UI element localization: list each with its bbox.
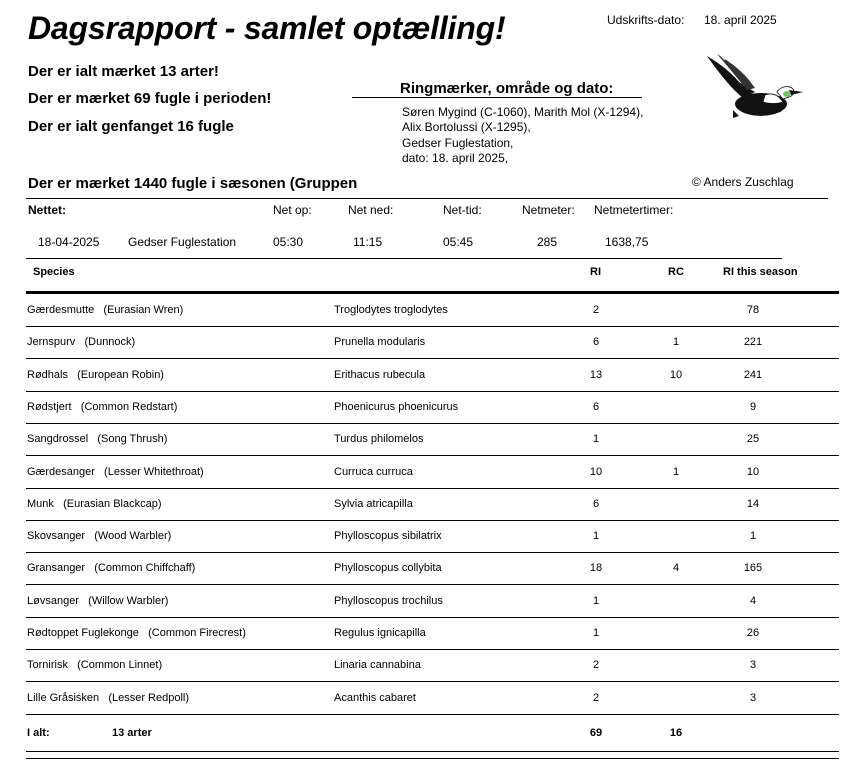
rc-count: 4 (672, 562, 680, 575)
table-row (26, 326, 839, 359)
english-name: (Common Linnet) (77, 659, 163, 672)
total-rc: 16 (669, 727, 683, 739)
print-date-label: Udskrifts-dato: (607, 13, 685, 27)
rc-count: 1 (672, 465, 680, 478)
latin-name: Troglodytes troglodytes (334, 304, 448, 316)
latin-name: Phylloscopus collybita (334, 562, 442, 575)
net-down-value: 11:15 (353, 235, 383, 249)
net-place: Gedser Fuglestation (128, 235, 237, 249)
english-name: (Song Thrush) (97, 433, 168, 446)
latin-name: Regulus ignicapilla (334, 627, 426, 639)
net-meters-value: 285 (537, 235, 558, 249)
net-time-label: Net-tid: (443, 203, 482, 217)
species-name (27, 336, 135, 348)
english-name: (Lesser Redpoll) (108, 691, 190, 704)
summary-species-count: Der er ialt mærket 13 arter! (28, 63, 219, 80)
danish-name: Rødstjert (27, 400, 72, 413)
ri-count: 1 (592, 433, 600, 446)
net-label: Nettet: (28, 203, 66, 217)
table-row (26, 617, 839, 650)
season-count: 78 (746, 304, 760, 316)
season-count: 14 (746, 497, 760, 510)
ringers-line: Alix Bortolussi (X-1295), (402, 120, 531, 134)
danish-name: Rødhals (27, 368, 68, 381)
divider (26, 198, 828, 199)
species-name (27, 369, 164, 381)
season-count: 26 (746, 627, 760, 639)
copyright: © Anders Zuschlag (692, 175, 794, 189)
ri-count: 10 (589, 465, 603, 478)
ri-count: 1 (592, 627, 600, 639)
english-name: (Common Redstart) (80, 400, 178, 413)
summary-birds-marked: Der er mærket 69 fugle i perioden! (28, 90, 272, 107)
ringers-line: Gedser Fuglestation, (402, 136, 514, 150)
ri-count: 2 (592, 304, 600, 316)
report-title: Dagsrapport - samlet optælling! (28, 10, 506, 46)
season-count: 1 (749, 530, 757, 543)
table-row (26, 456, 839, 489)
total-row (26, 719, 839, 752)
species-name (27, 659, 162, 671)
net-date: 18-04-2025 (38, 235, 100, 249)
ringers-heading: Ringmærker, område og dato: (400, 80, 614, 97)
ringers-line: dato: 18. april 2025, (402, 151, 509, 165)
latin-name: Phylloscopus sibilatrix (334, 530, 442, 543)
latin-name: Curruca curruca (334, 465, 413, 478)
ri-count: 2 (592, 691, 600, 704)
english-name: (Dunnock) (84, 336, 136, 349)
species-name (27, 562, 195, 574)
season-count: 165 (743, 562, 763, 575)
divider (26, 258, 782, 259)
season-total: Der er mærket 1440 fugle i sæsonen (Gruppen (28, 175, 358, 192)
table-row (26, 520, 839, 553)
net-meter-hours-label: Netmetertimer: (594, 203, 674, 217)
latin-name: Erithacus rubecula (334, 368, 426, 381)
table-row (26, 359, 839, 392)
species-name (27, 304, 183, 316)
total-species-count: 13 arter (112, 727, 152, 739)
danish-name: Gransanger (27, 562, 86, 575)
english-name: (European Robin) (77, 368, 164, 381)
latin-name: Phylloscopus trochilus (334, 594, 443, 607)
season-count: 3 (749, 691, 757, 704)
table-row (26, 585, 839, 618)
rc-count: 1 (672, 336, 680, 349)
danish-name: Jernspurv (27, 336, 76, 349)
col-header-ri: RI (590, 266, 601, 278)
ri-count: 1 (592, 594, 600, 607)
eider-duck-icon (703, 52, 808, 124)
season-count: 10 (746, 465, 760, 478)
danish-name: Gærdesmutte (27, 304, 95, 316)
danish-name: Sangdrossel (27, 433, 89, 446)
season-count: 221 (743, 336, 763, 349)
ri-count: 6 (592, 497, 600, 510)
ri-count: 2 (592, 659, 600, 672)
species-name (27, 466, 204, 478)
danish-name: Gærdesanger (27, 465, 95, 478)
col-header-species: Species (33, 266, 75, 278)
ringers-underline (352, 97, 642, 98)
latin-name: Phoenicurus phoenicurus (334, 400, 459, 413)
english-name: (Lesser Whitethroat) (104, 465, 204, 478)
species-name (27, 433, 167, 445)
net-up-value: 05:30 (273, 235, 304, 249)
table-row (26, 423, 839, 456)
print-date-value: 18. april 2025 (704, 13, 777, 27)
table-row (26, 682, 839, 715)
danish-name: Løvsanger (27, 594, 79, 607)
table-row (26, 294, 839, 327)
net-time-value: 05:45 (443, 235, 474, 249)
rc-count: 10 (669, 368, 683, 381)
english-name: (Wood Warbler) (94, 530, 172, 543)
danish-name: Rødtoppet Fuglekonge (27, 627, 139, 639)
english-name: (Common Chiffchaff) (94, 562, 196, 575)
col-header-rc: RC (668, 266, 684, 278)
summary-recaptured: Der er ialt genfanget 16 fugle (28, 118, 234, 135)
species-name (27, 498, 162, 510)
net-meters-label: Netmeter: (522, 203, 575, 217)
english-name: (Eurasian Wren) (103, 304, 184, 316)
danish-name: Tornirisk (27, 659, 68, 672)
season-count: 3 (749, 659, 757, 672)
ringers-line: Søren Mygind (C-1060), Marith Mol (X-1294), (402, 105, 644, 119)
bottom-rule (26, 758, 839, 759)
season-count: 241 (743, 368, 763, 381)
net-down-label: Net ned: (348, 203, 394, 217)
table-row (26, 649, 839, 682)
ri-count: 6 (592, 336, 600, 349)
danish-name: Skovsanger (27, 530, 86, 543)
net-meter-hours-value: 1638,75 (605, 235, 649, 249)
ri-count: 6 (592, 400, 600, 413)
latin-name: Acanthis cabaret (334, 691, 416, 704)
season-count: 4 (749, 594, 757, 607)
danish-name: Munk (27, 497, 54, 510)
ri-count: 18 (589, 562, 603, 575)
total-label: I alt: (27, 727, 50, 739)
species-name (27, 401, 177, 413)
danish-name: Lille Gråsisken (27, 691, 100, 704)
english-name: (Common Firecrest) (148, 627, 246, 639)
season-count: 9 (749, 400, 757, 413)
col-header-season: RI this season (723, 266, 798, 278)
latin-name: Prunella modularis (334, 336, 426, 349)
latin-name: Turdus philomelos (334, 433, 424, 446)
total-ri: 69 (589, 727, 603, 739)
english-name: (Willow Warbler) (88, 594, 169, 607)
latin-name: Linaria cannabina (334, 659, 421, 672)
latin-name: Sylvia atricapilla (334, 497, 413, 510)
ri-count: 1 (592, 530, 600, 543)
table-row (26, 391, 839, 424)
species-name (27, 530, 171, 542)
ri-count: 13 (589, 368, 603, 381)
table-row (26, 488, 839, 521)
table-row (26, 552, 839, 585)
net-up-label: Net op: (273, 203, 312, 217)
species-name (27, 692, 189, 704)
season-count: 25 (746, 433, 760, 446)
english-name: (Eurasian Blackcap) (63, 497, 162, 510)
species-name (27, 627, 246, 639)
species-name (27, 595, 168, 607)
